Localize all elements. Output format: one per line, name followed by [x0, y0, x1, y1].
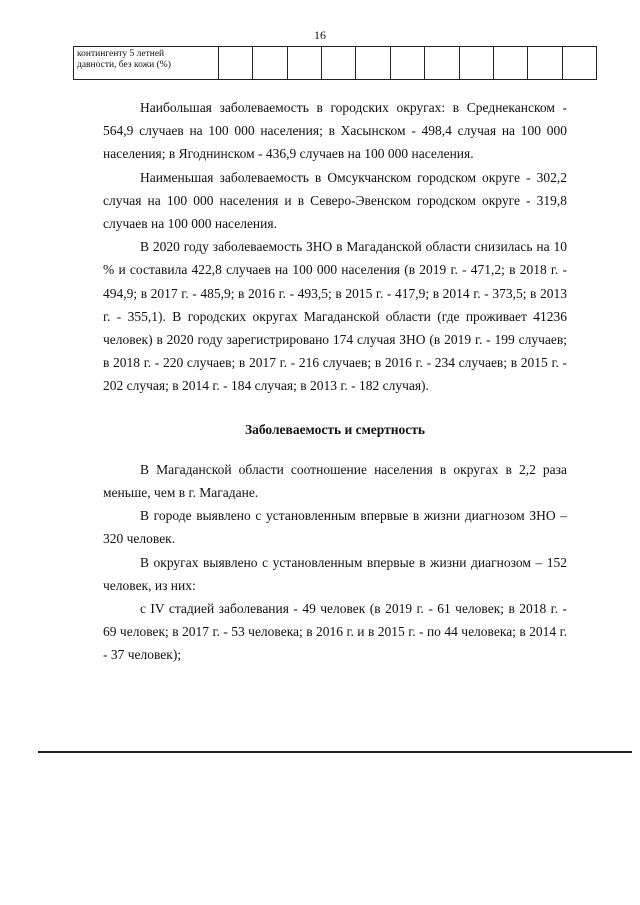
paragraph-2020-incidence: В 2020 году заболеваемость ЗНО в Магаданской области снизилась на 10 % и составила 422,8 случаев на 100 000 населения (в 2019 г. - 471,2; в 2018 г. - 494,9; в 2017 г. - 485,9; в 2016 г. - 493,5; в 2015 г. - 417,9; в 2014 г. - 373,5; в 2013 г. - 355,1). В городских округах Магаданской области (где проживает 41236 человек) в 2020 году зарегистрировано 174 случая ЗНО (в 2019 г. - 199 случаев; в 2018 г. - 220 случаев; в 2017 г. - 216 случаев; в 2016 г. - 234 случаев; в 2015 г. - 202 случая; в 2014 г. - 184 случая; в 2013 г. - 182 случая).	[103, 239, 567, 394]
table-cell	[287, 47, 321, 80]
table-cell	[253, 47, 287, 80]
table-cell	[459, 47, 493, 80]
section-heading: Заболеваемость и смертность	[244, 421, 426, 437]
paragraph-population-ratio: В Магаданской области соотношение населения в округах в 2,2 раза меньше, чем в г. Магадане.	[103, 461, 567, 501]
table-cell	[219, 47, 253, 80]
document-body	[103, 96, 567, 667]
table-cell	[356, 47, 390, 80]
page-number: 16	[314, 28, 326, 42]
table-cell	[425, 47, 459, 80]
table-row	[74, 47, 597, 80]
table-cell	[390, 47, 424, 80]
continuation-table	[73, 46, 597, 80]
table-cell	[528, 47, 562, 80]
table-cell	[322, 47, 356, 80]
footer-divider	[38, 751, 632, 753]
paragraph-stage-iv: с IV стадией заболевания - 49 человек (в 2019 г. - 61 человек; в 2018 г. - 69 человек; в 2017 г. - 53 человека; в 2016 г. и в 2015 г. - по 44 человека; в 2014 г. - 37 человек);	[103, 601, 567, 663]
paragraph-highest-incidence: Наибольшая заболеваемость в городских округах: в Среднеканском - 564,9 случаев на 100 000 населения; в Хасынском - 498,4 случая на 100 000 населения; в Ягоднинском - 436,9 случаев на 100 000 населения.	[103, 100, 567, 162]
table-row-label-line2: давности, без кожи (%)	[77, 60, 171, 70]
table-row-label-line1: контингенту 5 летней	[77, 49, 165, 59]
table-row-label	[74, 47, 219, 80]
paragraph-districts-diagnosed: В округах выявлено с установленным впервые в жизни диагнозом – 152 человек, из них:	[103, 554, 567, 593]
paragraph-lowest-incidence: Наименьшая заболеваемость в Омсукчанском городском округе - 302,2 случая на 100 000 населения и в Северо-Эвенском городском округе - 319,8 случаев на 100 000 населения.	[103, 169, 567, 232]
table-cell	[562, 47, 596, 80]
paragraph-city-diagnosed: В городе выявлено с установленным впервые в жизни диагнозом ЗНО – 320 человек.	[103, 508, 567, 547]
table-cell	[493, 47, 527, 80]
